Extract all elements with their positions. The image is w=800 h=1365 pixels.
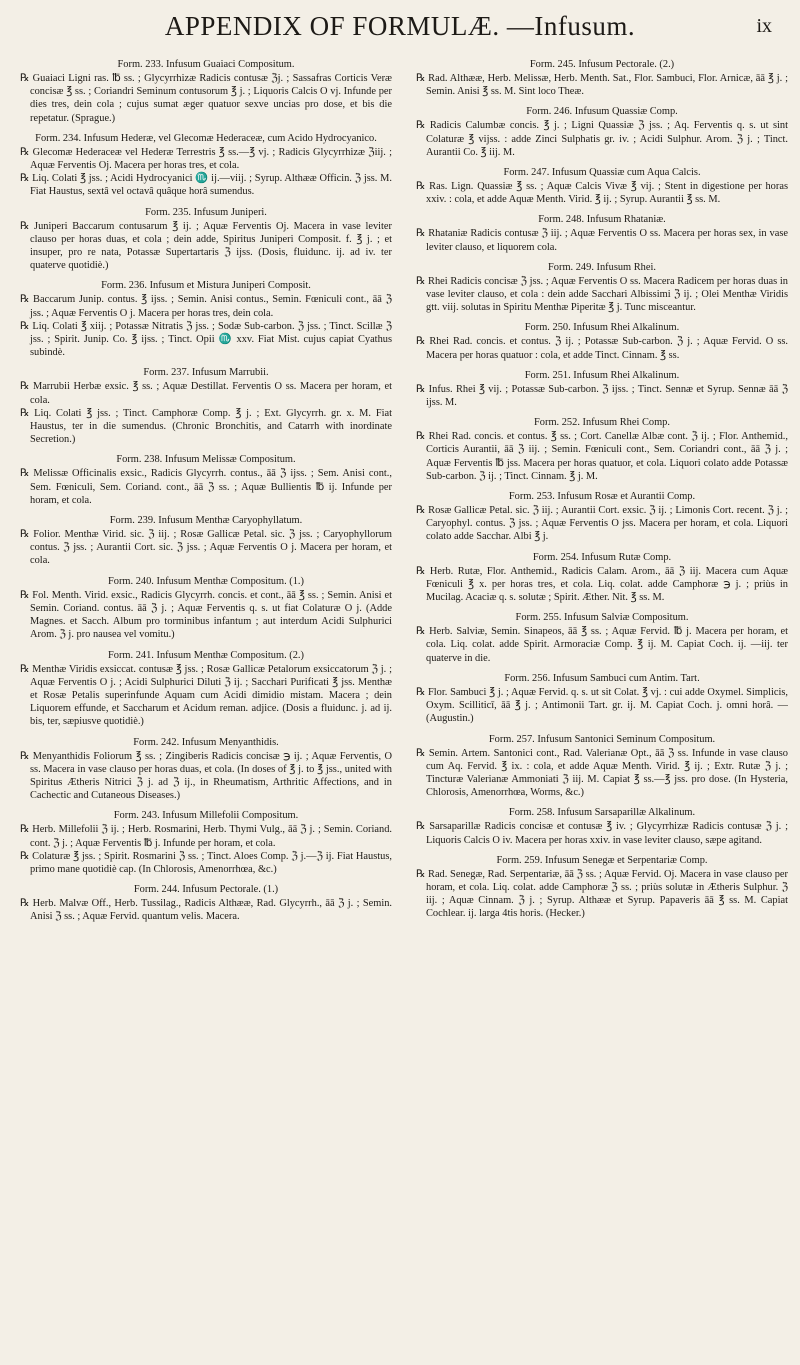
formula-text: ℞ Ras. Lign. Quassiæ ℥ ss. ; Aquæ Calcis Vivæ ℥ vij. ; Stent in digestione per horas xxiv. : cola, et adde Aquæ Menth. Virid. ℥ ij. ; Syrup. Aurantii ℥ ss. M. xyxy=(416,181,788,206)
formula-entry xyxy=(416,321,788,361)
right-column xyxy=(416,58,788,1359)
formula-text: ℞ Melissæ Officinalis exsic., Radicis Glycyrrh. contus., āā ℨ ijss. ; Sem. Anisi cont., Sem. Fœniculi, Sem. Coriand. cont., āā ℨ ss. ; Aquæ Bullientis ℔ ij. Infunde per horam, et cola. xyxy=(20,468,392,506)
formula-title: Form. 255. Infusum Salviæ Compositum. xyxy=(515,612,689,624)
formula-title: Form. 246. Infusum Quassiæ Comp. xyxy=(526,106,678,118)
formula-entry xyxy=(416,806,788,846)
formula-text: ℞ Infus. Rhei ℥ vij. ; Potassæ Sub-carbon. ℨ ijss. ; Tinct. Sennæ et Syrup. Sennæ āā ℨ ijss. M. xyxy=(416,383,788,409)
formula-entry xyxy=(20,809,392,876)
formula-title: Form. 245. Infusum Pectorale. (2.) xyxy=(529,59,675,70)
formula-title: Form. 236. Infusum et Mistura Juniperi Composit. xyxy=(101,280,311,292)
formula-text: ℞ Menyanthidis Foliorum ℥ ss. ; Zingiberis Radicis concisæ ℈ ij. ; Aquæ Ferventis, O ss. Macera in vase clauso per horas duas, et cola. (In doses of ℥ j. to ℥ jss., united with Spiritus Ætheris Nitrici ℨ j. ad ℨ ij., in Rheumatism, Arthritic Affections, and in Cachectic and Cutaneous Diseases.) xyxy=(20,750,392,802)
formula-title: Form. 251. Infusum Rhei Alkalinum. xyxy=(524,369,680,381)
formula-text: ℞ Rhei Rad. concis. et contus. ℨ ij. ; Potassæ Sub-carbon. ℨ j. ; Aquæ Fervid. O ss. Macera per horas quatuor : cola, et adde Tinct. Cinnam. ℥ ss. xyxy=(416,336,788,361)
formula-text: ℞ Herb. Rutæ, Flor. Anthemid., Radicis Calam. Arom., āā ℨ iij. Macera cum Aquæ Fœniculi ℥ x. per horas tres, et cola. Liq. colat. adde Camphoræ ℈ j. ; priùs in Mucilag. Acaciæ q. s. solutæ ; Spirit. Æther. Nit. ℥ ss. M. xyxy=(416,565,788,604)
formula-text: ℞ Rhataniæ Radicis contusæ ℨ iij. ; Aquæ Ferventis O ss. Macera per horas sex, in vase leviter clauso, et liquorem cola. xyxy=(416,228,788,253)
formula-entry xyxy=(416,213,788,253)
formula-entry xyxy=(416,58,788,98)
formula-title: Form. 257. Infusum Santonici Seminum Compositum. xyxy=(488,733,716,745)
formula-title: Form. 248. Infusum Rhataniæ. xyxy=(538,214,666,226)
formula-title: Form. 253. Infusum Rosæ et Aurantii Comp. xyxy=(508,491,696,503)
formula-text: ℞ Herb. Malvæ Off., Herb. Tussilag., Radicis Althææ, Rad. Glycyrrh., āā ℨ j. ; Semin. Anisi ℨ ss. ; Aquæ Fervid. quantum velis. Macera. xyxy=(20,898,392,923)
running-head xyxy=(28,0,772,52)
formula-title: Form. 237. Infusum Marrubii. xyxy=(143,367,269,379)
formula-title: Form. 244. Infusum Pectorale. (1.) xyxy=(133,884,279,896)
formula-title: Form. 234. Infusum Hederæ, vel Glecomæ Hederaceæ, cum Acido Hydrocyanico. xyxy=(35,132,377,144)
formula-entry xyxy=(20,736,392,803)
formula-title: Form. 249. Infusum Rhei. xyxy=(548,261,656,273)
formula-title: Form. 242. Infusum Menyanthidis. xyxy=(133,736,279,748)
running-head-title: APPENDIX OF FORMULÆ. —Infusum. xyxy=(164,10,636,41)
formula-entry xyxy=(20,366,392,446)
formula-entry xyxy=(20,514,392,568)
formula-text: ℞ Colaturæ ℥ jss. ; Spirit. Rosmarini ℨ ss. ; Tinct. Aloes Comp. ℨ j.—ℨ ij. Fiat Haustus, primo mane quotidiè cap. (In Chlorosis, Amenorrhœa, &c.) xyxy=(20,850,392,875)
formula-text: ℞ Liq. Colati ℥ xiij. ; Potassæ Nitratis ℨ jss. ; Sodæ Sub-carbon. ℨ jss. ; Tinct. Scillæ ℨ jss. ; Spirit. Junip. Co. ℥ ijss. ; Tinct. Opii ♏ xxv. Fiat Mist. cujus capiat Cyathus subindè. xyxy=(20,320,392,359)
formula-entry xyxy=(20,453,392,507)
formula-text: ℞ Liq. Colati ℥ jss. ; Acidi Hydrocyanici ♏ ij.—viij. ; Syrup. Althææ Officin. ℨ jss. M. Fiat Haustus, sextâ vel octavâ quâque horâ sumendus. xyxy=(20,173,392,198)
formula-text: ℞ Glecomæ Hederaceæ vel Hederæ Terrestris ℥ ss.—℥ vj. ; Radicis Glycyrrhizæ ℨiij. ; Aquæ Ferventis Oj. Macera per horas tres, et cola. xyxy=(20,146,392,172)
left-column xyxy=(20,58,392,1359)
formula-title: Form. 250. Infusum Rhei Alkalinum. xyxy=(524,322,680,334)
formula-entry xyxy=(416,551,788,605)
formula-title: Form. 254. Infusum Rutæ Comp. xyxy=(532,551,672,563)
formula-entry xyxy=(20,279,392,359)
formula-title: Form. 240. Infusum Menthæ Compositum. (1.) xyxy=(108,575,304,587)
formula-title: Form. 239. Infusum Menthæ Caryophyllatum. xyxy=(109,515,303,527)
formula-text: ℞ Rhei Rad. concis. et contus. ℥ ss. ; Cort. Canellæ Albæ cont. ℨ ij. ; Flor. Anthemid., Corticis Aurantii, āā ℨ iij. ; Semin. Fœniculi cont., Sem. Coriandri cont., āā ℨ j. ; Aquæ Ferventis ℔ jss. Macera per horas quatuor, et cola. Liquori colato adde Potassæ Sub-carbon. ℨ ij. ; Tinct. Cinnam. ℥ j. M. xyxy=(416,431,788,482)
formula-text: ℞ Marrubii Herbæ exsic. ℥ ss. ; Aquæ Destillat. Ferventis O ss. Macera per horam, et cola. xyxy=(20,381,392,406)
formula-text: ℞ Menthæ Viridis exsiccat. contusæ ℥ jss. ; Rosæ Gallicæ Petalorum exsiccatorum ℨ j. ; Aquæ Ferventis O j. ; Acidi Sulphurici Diluti ℨ ij. ; Sacchari Purificati ℥ jss. Menthæ et Rosæ Petalis superinfunde Aquam cum Acidi dimidio mistam. Macera ; dein Liquorem effunde, et Saccharum et Acidum reman. adjice. (Dosis a fluidunc. j. ad ij. bis, ter, sæpiusve quotidiè.) xyxy=(20,663,392,728)
formula-text: ℞ Flor. Sambuci ℥ j. ; Aquæ Fervid. q. s. ut sit Colat. ℥ vj. : cui adde Oxymel. Simplicis, Oxym. Scilliticī, āā ℥ j. ; Antimonii Tart. gr. ij. M. Capiat Coch. j. omni horâ. — (Augustin.) xyxy=(416,686,788,725)
formula-entry xyxy=(20,58,392,125)
formula-title: Form. 259. Infusum Senegæ et Serpentariæ Comp. xyxy=(496,854,708,866)
text-columns xyxy=(20,58,788,1359)
formula-text: ℞ Fol. Menth. Virid. exsic., Radicis Glycyrrh. concis. et cont., āā ℥ ss. ; Semin. Anisi et Semin. Coriand. contus. āā ℨ j. ; Aquæ Ferventis q. s. ut fiat Colaturæ O j. (Adde Magnes. et Sacch. Album pro torminibus infantum ; aut interdum Acidi Sulphurici Arom. ℨ j. pro nausea vel vomitu.) xyxy=(20,589,392,641)
formula-text: ℞ Guaiaci Ligni ras. ℔ ss. ; Glycyrrhizæ Radicis contusæ ℨj. ; Sassafras Corticis Veræ concisæ ℥ ss. ; Coriandri Seminum contusorum ℥ j. ; Liquoris Calcis O vj. Infunde per dies tres, dein cola ; cujus sumat æger quatuor sexve uncias pro dose, et bis die repetatur. (Sprague.) xyxy=(20,73,392,124)
formula-title: Form. 258. Infusum Sarsaparillæ Alkalinum. xyxy=(508,807,696,819)
formula-title: Form. 256. Infusum Sambuci cum Antim. Tart. xyxy=(504,672,700,684)
formula-entry xyxy=(20,883,392,923)
formula-text: ℞ Rosæ Gallicæ Petal. sic. ℨ iij. ; Aurantii Cort. exsic. ℨ ij. ; Limonis Cort. recent. ℨ j. ; Caryophyl. contus. ℨ jss. ; Aquæ Ferventis O jss. Macera per horam, et cola. Liquori colato adde Sacchar. Albi ℥ j. xyxy=(416,505,788,543)
formula-entry xyxy=(20,206,392,273)
formula-entry xyxy=(416,105,788,159)
formula-entry xyxy=(416,416,788,483)
formula-title: Form. 247. Infusum Quassiæ cum Aqua Calcis. xyxy=(503,167,701,179)
formula-entry xyxy=(20,132,392,199)
formula-title: Form. 241. Infusum Menthæ Compositum. (2.) xyxy=(108,649,304,661)
formula-entry xyxy=(20,575,392,642)
formula-entry xyxy=(416,490,788,544)
formula-title: Form. 238. Infusum Melissæ Compositum. xyxy=(116,454,296,466)
formula-title: Form. 235. Infusum Juniperi. xyxy=(145,206,267,218)
formula-entry xyxy=(20,649,392,729)
formula-title: Form. 233. Infusum Guaiaci Compositum. xyxy=(117,59,295,70)
formula-title: Form. 252. Infusum Rhei Comp. xyxy=(534,417,670,429)
formula-text: ℞ Herb. Salviæ, Semin. Sinapeos, āā ℥ ss. ; Aquæ Fervid. ℔ j. Macera per horam, et cola. Liq. colat. adde Spirit. Armoraciæ Comp. ℥ ij. M. Capiat Coch. ij. —iij. ter quaterve in die. xyxy=(416,626,788,664)
formula-entry xyxy=(416,166,788,206)
formula-entry xyxy=(416,611,788,665)
formula-text: ℞ Rad. Senegæ, Rad. Serpentariæ, āā ℨ ss. ; Aquæ Fervid. Oj. Macera in vase clauso per horam, et cola. Liq. colat. adde Camphoræ ℨ ss. ; priùs solutæ in Ætheris Sulphur. ℨ iij. ; Aquæ Cinnam. ℨ j. ; Syrup. Althææ et Syrup. Papaveris āā ℥ ss. M. Capiat Cochlear. ij. larga 4tis horis. (Hecker.) xyxy=(416,868,788,920)
formula-entry xyxy=(416,672,788,726)
formula-text: ℞ Baccarum Junip. contus. ℥ ijss. ; Semin. Anisi contus., Semin. Fœniculi cont., āā ℨ jss. ; Aquæ Ferventis O j. Macera per horas tres, dein cola. xyxy=(20,294,392,319)
formula-text: ℞ Rad. Althææ, Herb. Melissæ, Herb. Menth. Sat., Flor. Sambuci, Flor. Arnicæ, āā ℥ j. ; Semin. Anisi ℥ ss. M. Sint loco Theæ. xyxy=(416,73,788,98)
formula-entry xyxy=(416,261,788,315)
formula-text: ℞ Juniperi Baccarum contusarum ℥ ij. ; Aquæ Ferventis Oj. Macera in vase leviter clauso per horas duas, et cola ; dein adde, Spiritus Juniperi Composit. f. ℥ j. ; et insuper, pro re nata, Potassæ Supertartaris ℨ ijss. (Dosis, fluidunc. ij. ad iv. ter quaterve quotidiè.) xyxy=(20,220,392,272)
formula-title: Form. 243. Infusum Millefolii Compositum. xyxy=(113,810,299,822)
formula-entry xyxy=(416,369,788,409)
formula-text: ℞ Semin. Artem. Santonici cont., Rad. Valerianæ Opt., āā ℨ ss. Infunde in vase clauso cum Aq. Fervid. ℥ ix. : cola, et adde Aquæ Menth. Virid. ℥ ij. ; Extr. Rutæ ℨ j. ; Tincturæ Valerianæ Ammoniati ℨ iij. M. Capiat ℥ ss.—℥ jss. pro dose. (In Hysteria, Chlorosis, Amenorrhœa, Worms, &c.) xyxy=(416,747,788,799)
formula-text: ℞ Rhei Radicis concisæ ℨ jss. ; Aquæ Ferventis O ss. Macera Radicem per horas duas in vase leviter clauso, et cola : dein adde Sacchari Albissimi ℨ ij. ; Olei Menthæ Viridis gtt. viij. solutas in Spiritu Menthæ Piperitæ ℥ j. Tunc misceantur. xyxy=(416,275,788,314)
formula-text: ℞ Liq. Colati ℥ jss. ; Tinct. Camphoræ Comp. ℥ j. ; Ext. Glycyrrh. gr. x. M. Fiat Haustus, ter in die sumendus. (Chronic Bronchitis, and Catarrh with inordinate Secretion.) xyxy=(20,407,392,446)
formula-text: ℞ Folior. Menthæ Virid. sic. ℨ iij. ; Rosæ Gallicæ Petal. sic. ℨ jss. ; Caryophyllorum contus. ℨ jss. ; Aurantii Cort. sic. ℨ jss. ; Aquæ Ferventis O j. Macera per horam, et cola. xyxy=(20,529,392,567)
formula-entry xyxy=(416,733,788,800)
formula-text: ℞ Radicis Calumbæ concis. ℥ j. ; Ligni Quassiæ ℨ jss. ; Aq. Ferventis q. s. ut sint Colaturæ ℥ vijss. : adde Zinci Sulphatis gr. iv. ; Acidi Sulphur. Arom. ℨ j. ; Tinct. Aurantii Co. ℥ iij. M. xyxy=(416,120,788,158)
formula-entry xyxy=(416,854,788,921)
formula-text: ℞ Herb. Millefolii ℨ ij. ; Herb. Rosmarini, Herb. Thymi Vulg., āā ℨ j. ; Semin. Coriand. cont. ℨ j. ; Aquæ Ferventis ℔ j. Infunde per horam, et cola. xyxy=(20,824,392,849)
formula-text: ℞ Sarsaparillæ Radicis concisæ et contusæ ℥ iv. ; Glycyrrhizæ Radicis contusæ ℨ j. ; Liquoris Calcis O iv. Macera per horas xxiv. in vase leviter clauso, sæpe agitand. xyxy=(416,821,788,846)
page-number: ix xyxy=(756,14,772,37)
